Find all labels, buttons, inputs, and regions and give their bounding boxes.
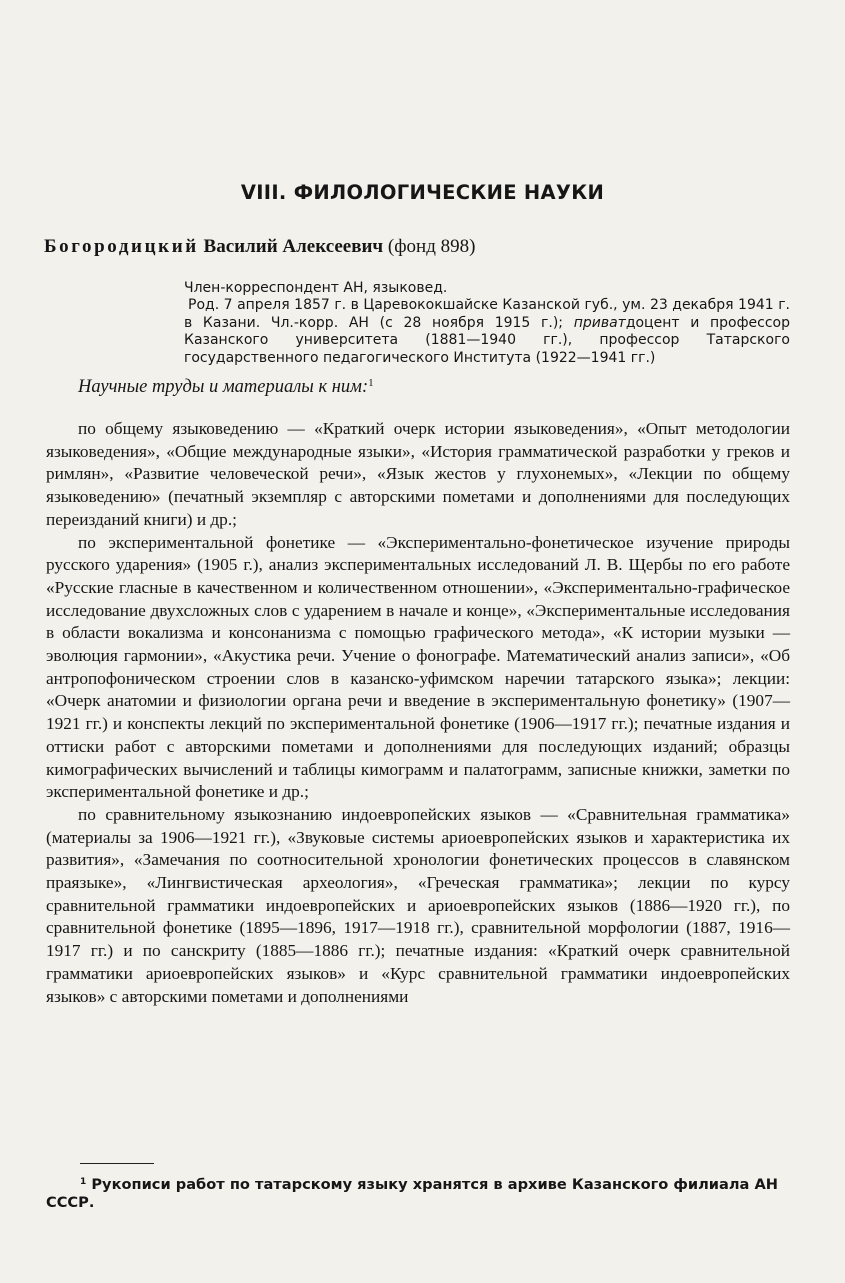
works-heading — [78, 377, 374, 398]
footnote-reference: 1 — [368, 377, 374, 389]
biography-block — [184, 280, 790, 367]
paragraph-general-linguistics: по общему языковедению — «Краткий очерк истории языковедения», «Опыт методологии языковедения», «Общие международные языки», «История грамматической разработки у греков и римлян», «Развитие человеческой речи», «Язык жестов у глухонемых», «Лекции по общему языковедению» (печатный экземпляр с авторскими пометами и дополнениями для последующих переизданий книги) и др.; — [46, 419, 790, 529]
section-title: VIII. ФИЛОЛОГИЧЕСКИЕ НАУКИ — [240, 181, 605, 204]
paragraph-comparative-linguistics: по сравнительному языкознанию индоевропейских языков — «Сравнительная грамматика» (материалы за 1906—1921 гг.), «Звуковые системы ариоевропейских языков и характеристика их развития», «Замечания по соотносительной хронологии фонетических процессов в славянском праязыке», «Лингвистическая археология», «Греческая грамматика»; лекции по курсу сравнительной грамматики индоевропейских и ариоевропейских языков (1886—1920 гг.), по сравнительной фонетике (1895—1896, 1917—1918 гг.), сравнительной морфологии (1887, 1916—1917 гг.) и по санскриту (1885—1886 гг.); печатные издания: «Краткий очерк сравнительной грамматики ариоевропейских языков» и «Курс сравнительной грамматики индоевропейских языков» с авторскими пометами и дополнениями — [46, 804, 790, 1006]
person-given-names: Василий Алексеевич — [203, 236, 384, 257]
footnote-mark: 1 — [80, 1177, 87, 1187]
person-heading — [44, 236, 804, 258]
bio-details — [184, 297, 790, 367]
fund-number: (фонд 898) — [387, 236, 476, 257]
bio-details-italic: приват — [573, 314, 626, 331]
bio-details-part-b: доцент и профессор Казанского университета (1881—1940 гг.), профессор Татарского государственного педагогического Института (1922—1941 гг.) — [184, 314, 791, 366]
footnote-divider — [80, 1163, 154, 1164]
bio-role: Член-корреспондент АН, языковед. — [184, 280, 448, 296]
footnote-text: Рукописи работ по татарскому языку хранятся в архиве Казанского филиала АН СССР. — [46, 1176, 778, 1211]
works-heading-text: Научные труды и материалы к ним: — [78, 377, 369, 397]
works-list — [46, 418, 790, 1008]
bio-details-part-a: Род. 7 апреля 1857 г. в Царевококшайске Казанской губ., ум. 23 декабря 1941 г. в Казани. Чл.-корр. АН (с 28 ноября 1915 г.); — [184, 297, 790, 331]
person-surname: Богородицкий — [44, 236, 199, 257]
footnote — [46, 1173, 790, 1212]
paragraph-experimental-phonetics: по экспериментальной фонетике — «Экспериментально-фонетическое изучение природы русского ударения» (1905 г.), анализ экспериментальных исследований Л. В. Щербы по его работе «Русские гласные в качественном и количественном отношении», «Экспериментально-графическое исследование двухсложных слов с ударением в начале и конце», «Экспериментальные исследования в области вокализма и консонанизма с помощью графического метода», «К истории музыки — эволюция гармонии», «Акустика речи. Учение о фонографе. Математический анализ записи», «Об антропофоническом строении слов в казанско-уфимском наречии татарского языка»; лекции: «Очерк анатомии и физиологии органа речи и введение в экспериментальную фонетику» (1907—1921 гг.) и конспекты лекций по экспериментальной фонетике (1906—1917 гг.); печатные издания и оттиски работ с авторскими пометами и дополнениями для последующих изданий; образцы кимографических вычислений и таблицы кимограмм и палатограмм, записные книжки, заметки по экспериментальной фонетике и др.; — [46, 532, 790, 802]
